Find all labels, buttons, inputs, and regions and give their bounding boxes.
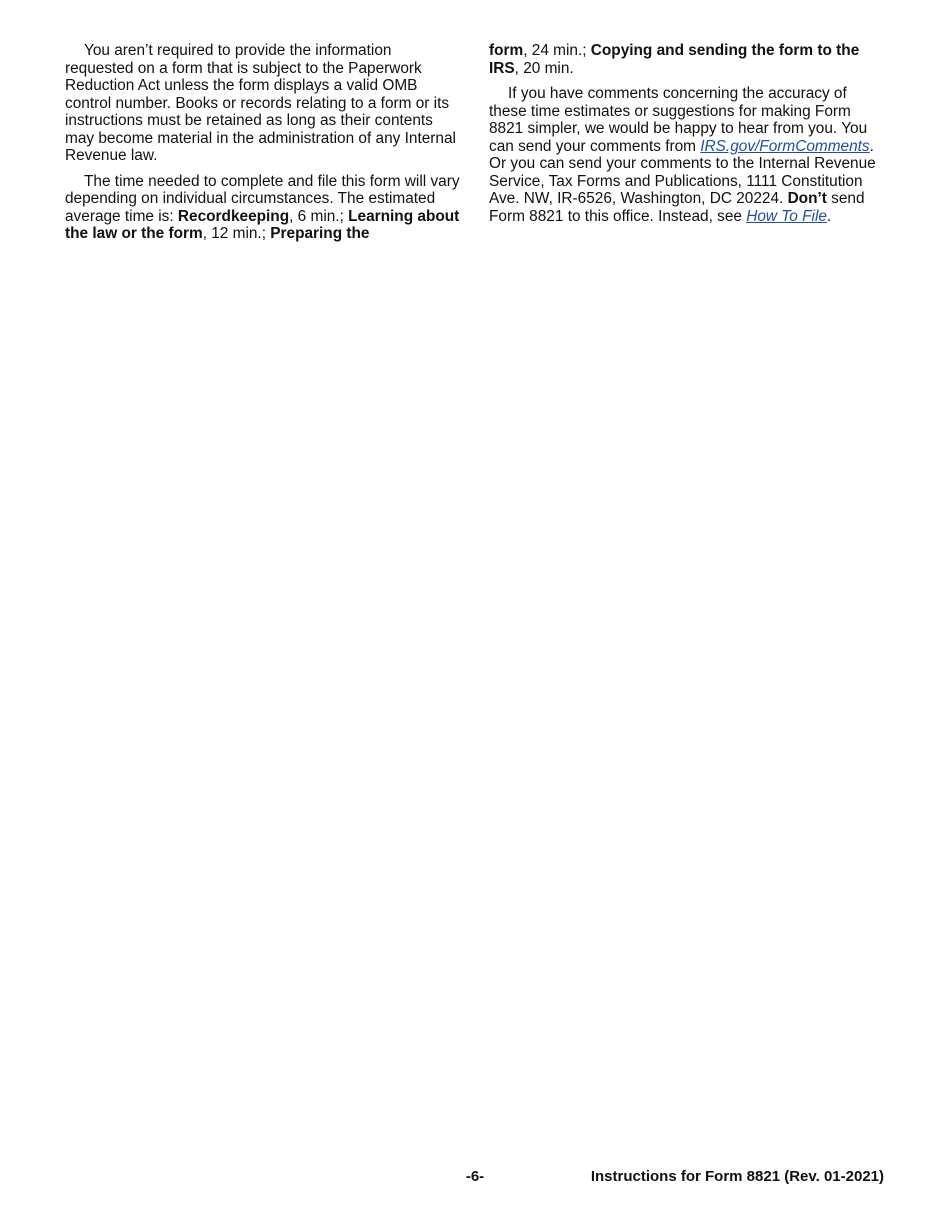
comments-text-3: send Form 8821 to this office. Instead, see xyxy=(489,190,865,225)
time-estimate-text-4: , 24 min.; xyxy=(523,42,591,59)
document-title-footer: Instructions for Form 8821 (Rev. 01-2021) xyxy=(590,1168,884,1185)
time-estimate-text-3: , 12 min.; xyxy=(202,225,271,242)
right-column xyxy=(489,42,881,233)
form-label: form xyxy=(489,42,524,59)
form-comments-link[interactable]: IRS.gov/FormComments xyxy=(700,137,870,155)
preparing-label: Preparing the xyxy=(270,225,370,242)
page-number: -6- xyxy=(465,1168,485,1185)
copying-label: Copying and sending the form to the IRS xyxy=(489,42,860,77)
comments-text-4: . xyxy=(826,207,832,225)
time-estimate-paragraph xyxy=(65,173,461,243)
comments-paragraph xyxy=(489,85,881,225)
recordkeeping-label: Recordkeeping xyxy=(177,207,290,225)
learning-label: Learning about the law or the form xyxy=(65,207,460,242)
time-estimate-text-1: The time needed to complete and file this form will vary depending on individual circumstances. The estimated average time is: xyxy=(65,172,460,225)
time-estimate-continued-paragraph xyxy=(489,42,881,77)
paperwork-reduction-paragraph: You aren’t required to provide the information requested on a form that is subject to the Paperwork Reduction Act unless the form displays a valid OMB control number. Books or records relating to a form or its instructions must be retained as long as their contents may become material in the administration of any Internal Revenue law. xyxy=(65,42,456,164)
time-estimate-text-5: , 20 min. xyxy=(514,59,574,77)
how-to-file-link[interactable]: How To File xyxy=(746,207,827,225)
left-column xyxy=(65,42,461,251)
dont-label: Don’t xyxy=(787,190,827,207)
comments-text-1: If you have comments concerning the accuracy of these time estimates or suggestions for making Form 8821 simpler, we would be happy to hear from you. You can send your comments from xyxy=(489,85,868,155)
time-estimate-text-2: , 6 min.; xyxy=(289,207,349,225)
comments-text-2: . Or you can send your comments to the Internal Revenue Service, Tax Forms and Publications, 1111 Constitution Ave. NW, IR-6526, Washington, DC 20224. xyxy=(489,137,876,207)
